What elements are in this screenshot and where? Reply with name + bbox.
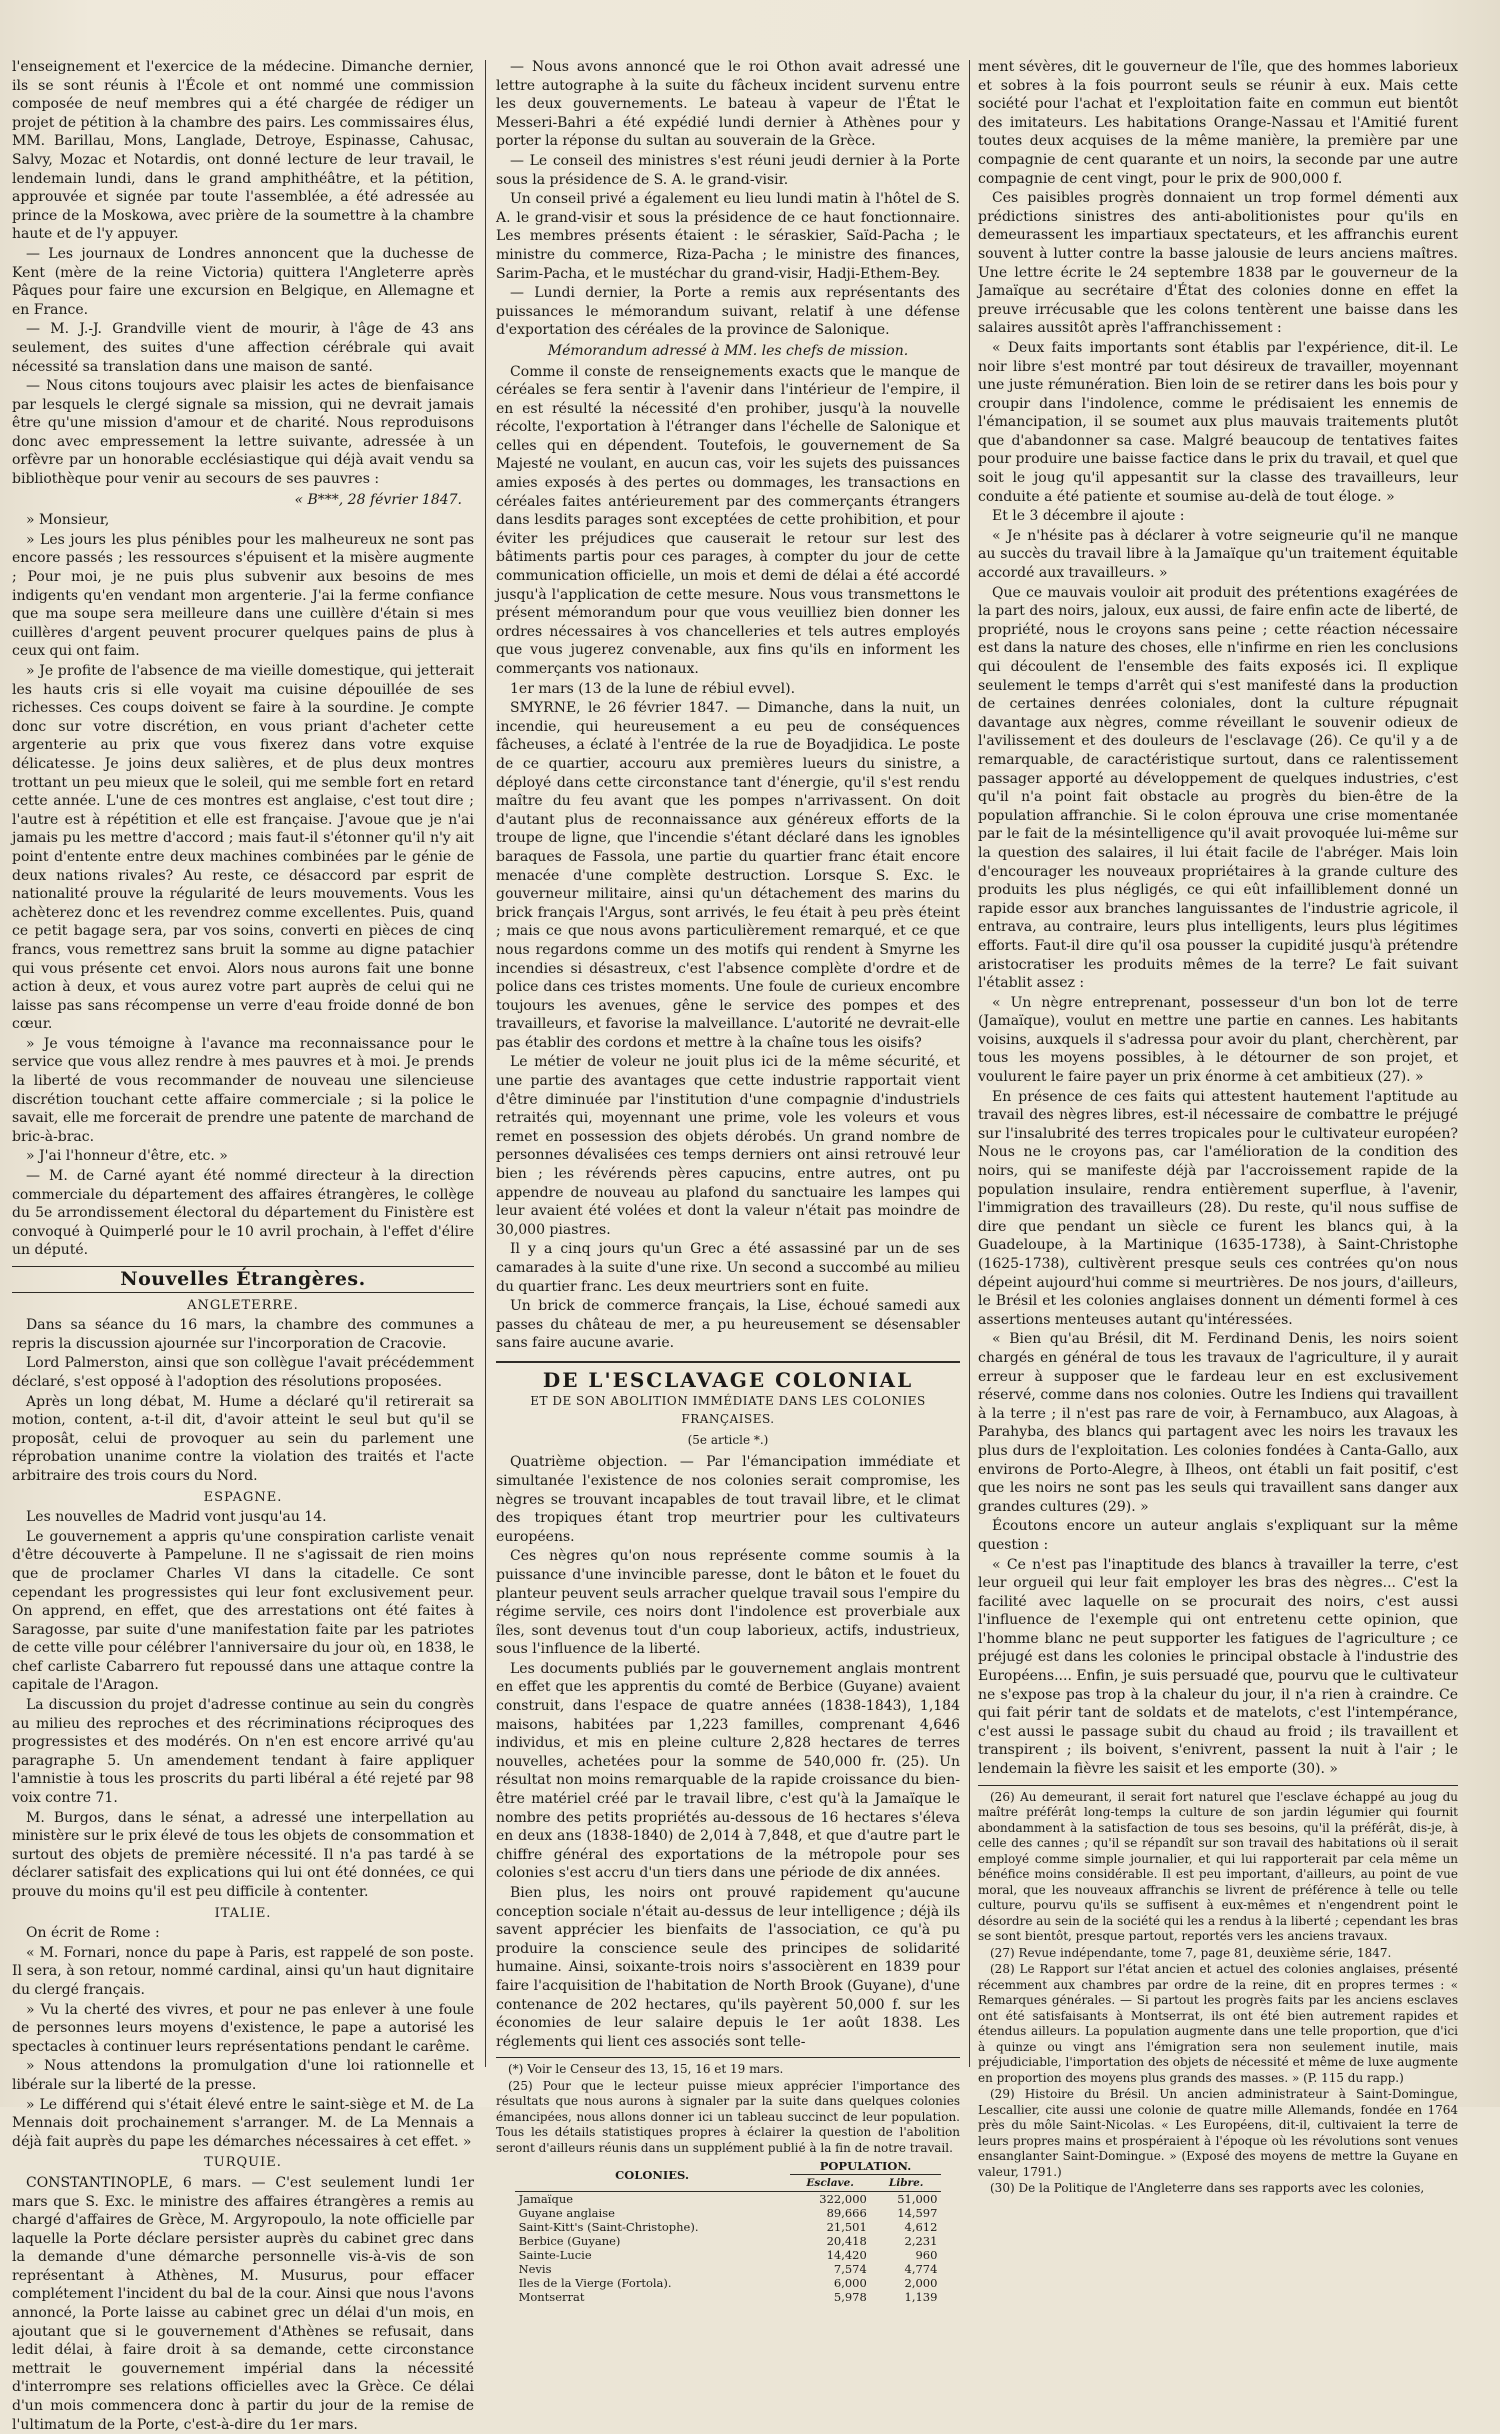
paragraph: Dans sa séance du 16 mars, la chambre des communes a repris la discussion ajournée sur l'incorporation de Cracovie. [12, 1317, 474, 1352]
free-population: 4,612 [904, 2220, 938, 2235]
paragraph: En présence de ces faits qui attestent hautement l'aptitude au travail des nègres libres, est-il nécessaire de combattre le préjugé sur l'insalubrité des terres tropicales pour le cultivateur européen? Nous ne le croyons pas, car l'amélioration de la condition des noirs, qui se manifeste déjà par l'accroissement rapide de la population insulaire, rendra entièrement superflue, à l'avenir, l'immigration des travailleurs (28). Du reste, qu'il nous suffise de dire que pendant un siècle ce furent les blancs qui, à la Guadeloupe, à la Martinique (1635-1738), à Saint-Christophe (1625-1738), cultivèrent presque seuls ces contrées qu'on nous dépeint aujourd'hui comme si meurtrières. De nos jours, d'ailleurs, le Brésil et les colonies anglaises donnent un démenti formel à ces assertions menteuses autant qu'intéressées. [978, 1088, 1458, 1328]
table-header-esclave: Esclave. [790, 2175, 871, 2192]
free-population: 2,000 [904, 2276, 938, 2291]
table-row [515, 2262, 942, 2276]
country-heading: TURQUIE. [204, 2155, 282, 2171]
paragraph: Un conseil privé a également eu lieu lundi matin à l'hôtel de S. A. le grand-visir et sous la présidence de ce haut fonctionnaire. Les membres présents étaient : le séraskier, Saïd-Pacha ; le ministre du commerce, Riza-Pacha ; le ministre des finances, Sarim-Pacha, et le mustéchar du grand-visir, Hadji-Ethem-Bey. [496, 191, 960, 282]
column-1 [12, 58, 474, 2433]
slave-population: 20,418 [826, 2234, 867, 2249]
paragraph: Ces paisibles progrès donnaient un trop formel démenti aux prédictions sinistres des anti-abolitionistes pour qu'ils en demeurassent les impartiaux spectateurs, et les affranchis eurent souvent à lutter contre la basse jalousie de leurs anciens maîtres. Une lettre écrite le 24 septembre 1838 par le gouverneur de la Jamaïque au secrétaire d'État des colonies donne en effet la preuve irrécusable que les colons tentèrent une baisse dans les salaires aussitôt après l'affranchissement : [978, 190, 1458, 337]
column-3 [978, 58, 1458, 2196]
free-population: 1,139 [904, 2290, 938, 2305]
table-row [515, 2220, 942, 2234]
paragraph: — M. de Carné ayant été nommé directeur à la direction commerciale du département des affaires étrangères, le collège du 5e arrondissement électoral du département du Finistère est convoqué à Quimperlé pour le 10 avril prochain, à l'effet d'élire un député. [12, 1168, 474, 1259]
paragraph: — Nous citons toujours avec plaisir les actes de bienfaisance par lesquels le clergé signale sa mission, qui ne devrait jamais être qu'une mission d'amour et de charité. Nous reproduisons donc avec empressement la lettre suivante, adressée à un orfèvre par un honorable ecclésiastique qui déjà avait vendu sa bibliothèque pour venir au secours de ses pauvres : [12, 378, 474, 488]
paragraph: Comme il conste de renseignements exacts que le manque de céréales se fera sentir à l'avenir dans l'intérieur de l'empire, il en est résulté la nécessité d'en prohiber, jusqu'à la nouvelle récolte, l'exportation à l'étranger dans l'échelle de Salonique et celles qui en dépendent. Toutefois, le gouvernement de Sa Majesté ne voulant, en aucun cas, voir les sujets des puissances amies exposés à des pertes ou dommages, les transactions en céréales faites antérieurement par des commerçants étrangers dans lesdits parages sont exceptées de cette prohibition, et pour éviter les préjudices que causerait le retour sur lest des bâtiments partis pour ces parages, à compter du jour de cette communication officielle, un mois et demi de délai a été accordé jusqu'à l'application de cette mesure. Nous vous transmettons le présent mémorandum pour que vous veuilliez bien donner les ordres nécessaires à vos chancelleries et tels autres employés que vous jugerez convenable, aux fins qu'ils en informent les commerçants vos nationaux. [496, 363, 960, 677]
paragraph: — Nous avons annoncé que le roi Othon avait adressé une lettre autographe à la suite du fâcheux incident survenu entre les deux gouvernements. Le bateau à vapeur de l'État le Messeri-Bahri a été expédié lundi dernier à Athènes pour y porter la réponse du sultan au souverain de la Grèce. [496, 59, 960, 150]
free-population: 2,231 [904, 2234, 938, 2249]
paragraph: — Lundi dernier, la Porte a remis aux représentants des puissances le mémorandum suivant, relatif à une défense d'exportation des céréales de la province de Salonique. [496, 285, 960, 339]
article-number: (5e article *.) [687, 1432, 769, 1447]
slave-population: 322,000 [819, 2192, 867, 2207]
slave-population: 5,978 [833, 2290, 867, 2305]
table-row [515, 2290, 942, 2304]
table-row [515, 2234, 942, 2248]
footnote: (27) Revue indépendante, tome 7, page 81, deuxième série, 1847. [990, 1945, 1392, 1960]
paragraph: Après un long débat, M. Hume a déclaré qu'il retirerait sa motion, content, a-t-il dit, d'avoir atteint le seul but qu'il se proposât, celui de provoquer au sein du parlement une réprobation unanime contre la violation des traités et l'acte arbitraire des trois cours du Nord. [12, 1393, 474, 1484]
table-header-libre: Libre. [871, 2175, 942, 2192]
footnotes [978, 1785, 1458, 2197]
paragraph: M. Burgos, dans le sénat, a adressé une interpellation au ministère sur le prix élevé de tous les objets de consommation et surtout des objets de première nécessité. Il n'a pas tardé à se déclarer satisfait des explications qui lui ont été données, ce qui prouve du moins qu'il est peu difficile à contenter. [12, 1809, 474, 1900]
paragraph: — Le conseil des ministres s'est réuni jeudi dernier à la Porte sous la présidence de S. A. le grand-visir. [496, 152, 960, 188]
column-2 [496, 58, 961, 2305]
paragraph: SMYRNE, le 26 février 1847. — Dimanche, dans la nuit, un incendie, qui heureusement a eu peu de conséquences fâcheuses, a éclaté à l'entrée de la rue de Boyadjidica. Le poste de ce quartier, accouru aux premières lueurs du sinistre, a déployé dans cette circonstance tant d'énergie, qu'il s'est rendu maître du feu avant que les pompes n'arrivassent. On doit d'autant plus de reconnaissance aux généreux efforts de la troupe de ligne, que l'incendie s'étant déclaré dans les ignobles baraques de Fassola, une partie du quartier franc était encore menacée d'une complète destruction. Lorsque S. Exc. le gouverneur militaire, ainsi qu'un détachement des marins du brick français l'Argus, sont arrivés, le feu était à peu près éteint ; mais ce que nous avons particulièrement remarqué, et ce que nous regardons comme un des motifs qui rendent à Smyrne les incendies si désastreux, c'est l'absence complète d'ordre et de police dans ces tristes moments. Une foule de curieux encombre toujours les avenues, gêne le service des pompes et des travailleurs, et favorise la malveillance. L'autorité ne devrait-elle pas établir des cordons et mettre à la chaîne tous les oisifs? [496, 700, 960, 1051]
column-rule [485, 60, 486, 2067]
paragraph: Le gouvernement a appris qu'une conspiration carliste venait d'être découverte à Pampelune. Il ne s'agissait de rien moins que de proclamer Charles VI dans la citadelle. Ce sont cependant les progressistes qui leur font exclusivement peur. On apprend, en effet, que des arrestations ont été faites à Saragosse, par suite d'une manifestation faite par les patriotes de cette ville pour célébrer l'anniversaire du jour où, en 1838, le chef carliste Cabarrero fut repoussé dans une attaque contre la capitale de l'Aragon. [12, 1528, 474, 1694]
colony-name: Montserrat [518, 2290, 585, 2305]
letter-paragraph: » Je profite de l'absence de ma vieille domestique, qui jetterait les hauts cris si elle voyait ma cuisine dépouillée de ses richesses. Ces coups doivent se faire à la sourdine. Je compte donc sur votre discrétion, en vous priant d'acheter cette argenterie au prix que vous fixerez dans votre exquise délicatesse. Je joins deux salières, et de plus deux montres trottant un peu mieux que le soleil, qui me semble fort en retard cette année. L'une de ces montres est anglaise, c'est tout dire ; l'autre est à répétition et elle est française. J'avoue que je n'ai jamais pu les mettre d'accord ; mais faut-il s'étonner qu'il n'y ait point d'entente entre deux machines combinées par le génie de deux nations rivales? Au reste, ce désaccord par esprit de nationalité prouve la régularité de leurs mouvements. Vous les achèterez donc et les revendrez comme excellentes. Puis, quand ce petit bagage sera, par vos soins, converti en pièces de cinq francs, vous remettrez sans bruit la somme au digne patachier qui vous présente cet envoi. Alors nous aurons fait une bonne action à deux, et vous aurez votre part auprès de celui qui ne laisse pas sans récompense un verre d'eau froide donné de bon cœur. [12, 663, 474, 1033]
table-row [515, 2248, 942, 2262]
letter-paragraph: » Les jours les plus pénibles pour les malheureux ne sont pas encore passés ; les ressources s'épuisent et la misère augmente ; Pour moi, je ne puis plus subvenir aux besoins de mes indigents qu'en vendant mon argenterie. J'ai la ferme confiance que ma soupe sera meilleure dans une cuillère d'étain si mes cuillères d'argent peuvent procurer quelques pains de plus à ceux qui ont faim. [12, 531, 474, 660]
paragraph: On écrit de Rome : [26, 1925, 160, 1942]
slave-population: 6,000 [833, 2276, 867, 2291]
colony-name: Sainte-Lucie [518, 2248, 592, 2263]
paragraph: Le métier de voleur ne jouit plus ici de la même sécurité, et une partie des avantages que cette industrie rapportait vient d'être diminuée par l'institution d'une compagnie d'industriels retraités qui, moyennant une prime, vole les voleurs et vous remet en possession des objets dérobés. Un grand nombre de personnes dévalisées ces temps derniers ont ainsi retrouvé leur bien ; les révérends pères capucins, entre autres, ont pu appendre de nouveau au plafond du sanctuaire les lampes qui leur avaient été volées et dont la valeur n'était pas moindre de 30,000 piastres. [496, 1054, 960, 1238]
paragraph: l'enseignement et l'exercice de la médecine. Dimanche dernier, ils se sont réunis à l'École et ont nommé une commission composée de neuf membres qui a été chargée de rédiger un projet de pétition à la chambre des pairs. Les commissaires élus, MM. Barillau, Mons, Langlade, Detroye, Espinasse, Cahusac, Salvy, Mozac et Notardis, ont donné lecture de leur travail, le lendemain lundi, dans le grand amphithéâtre, et la pétition, approuvée et signée par toute l'assemblée, a été adressée au prince de la Moskowa, avec prière de la soumettre à la chambre haute et de l'y appuyer. [12, 59, 474, 243]
paragraph: Un brick de commerce français, la Lise, échoué samedi aux passes du château de mer, a pu heureusement se désensabler sans faire aucune avarie. [496, 1298, 960, 1352]
slave-population: 21,501 [826, 2220, 867, 2235]
colony-name: Nevis [518, 2262, 552, 2277]
paragraph: — Les journaux de Londres annoncent que la duchesse de Kent (mère de la reine Victoria) quittera l'Angleterre après Pâques pour faire une excursion en Belgique, en Allemagne et en France. [12, 245, 474, 318]
footnote: (28) Le Rapport sur l'état ancien et actuel des colonies anglaises, présenté récemment aux chambres par ordre de la reine, dit en propres termes : « Remarques générales. — Si partout les progrès faits par les anciens esclaves ont été satisfaisants à Montserrat, ils ont été bien autrement rapides et étendus ailleurs. La population augmente dans une telle proportion, que d'ici à quinze ou vingt ans l'émigration sera non seulement inutile, mais préjudiciable, l'importation des objets de nécessité et même de luxe augmente en proportion des moyens plus grands des masses. » (P. 115 du rapp.) [978, 1962, 1458, 2085]
table-row [515, 2276, 942, 2290]
paragraph: Que ce mauvais vouloir ait produit des prétentions exagérées de la part des noirs, jaloux, eux aussi, de faire enfin acte de liberté, de propriété, nous le croyons sans peine ; cette réaction nécessaire est dans la nature des choses, elle n'infirme en rien les conclusions qui découlent de l'ensemble des faits exposés ici. Il explique seulement le temps d'arrêt qui s'est manifesté dans la production de certaines denrées coloniales, dont la culture répugnait davantage aux nègres, comme réveillant le souvenir odieux de l'avilissement et des douleurs de l'esclavage (26). Ce qu'il y a de remarquable, de caractéristique surtout, dans ce ralentissement passager apporté au développement de quelques industries, c'est qu'il n'a point fait obstacle au progrès du bien-être de la population affranchie. Si le colon éprouva une crise momentanée par le fait de la mésintelligence qu'il avait provoquée lui-même sur la question des salaires, il lui était facile de l'abréger. Mais loin d'encourager les nouveaux propriétaires à la grande culture des produits les plus négligés, ce qui eût infailliblement donné un rapide essor aux branches languissantes de l'industrie agricole, il entrava, au contraire, leurs plus intelligents, leurs plus légitimes efforts. Faut-il dire qu'il osa pousser la cupidité jusqu'à prétendre aristocratiser les produits mêmes de la terre? Le fait suivant l'établit assez : [978, 584, 1458, 992]
slave-population: 7,574 [833, 2262, 867, 2277]
letter-paragraph: » Je vous témoigne à l'avance ma reconnaissance pour le service que vous allez rendre à mes pauvres et à moi. Je prends la liberté de vous recommander de nouveau une silencieuse discrétion touchant cette affaire commerciale ; si la police le savait, elle me forcerait de prendre une patente de marchand de bric-à-brac. [12, 1035, 474, 1145]
table-header-colonies: COLONIES. [515, 2158, 790, 2192]
quote-paragraph: « Ce n'est pas l'inaptitude des blancs à travailler la terre, c'est leur orgueil qui leur fait employer les bras des nègres... C'est la facilité avec laquelle on se procurait des noirs, c'est aussi l'influence de l'exemple qui ont entretenu cette opinion, que l'homme blanc ne peut supporter les fatigues de l'agriculture ; ce préjugé est dans les colonies le principal obstacle à l'industrie des Européens.... Enfin, je suis persuadé que, pourvu que le cultivateur ne s'expose pas trop à la chaleur du jour, il n'a rien à craindre. Ce qui fait périr tant de soldats et de matelots, c'est l'intempérance, c'est aussi le passage subit du chaud au froid ; ils travaillent et transpirent ; ils boivent, s'enivrent, passent la nuit à l'air ; le lendemain la fièvre les saisit et les emporte (30). » [978, 1556, 1458, 1778]
paragraph: » Le différend qui s'était élevé entre le saint-siège et M. de La Mennais doit prochainement s'arranger. M. de La Mennais a déjà fait auprès du pape les démarches nécessaires à cet effet. » [12, 2096, 474, 2150]
paragraph: Écoutons encore un auteur anglais s'expliquant sur la même question : [978, 1518, 1458, 1553]
column-rule [969, 60, 970, 2067]
letter-salutation: » Monsieur, [26, 512, 110, 529]
article-subtitle: ET DE SON ABOLITION IMMÉDIATE DANS LES COLONIES FRANÇAISES. [530, 1393, 926, 1427]
free-population: 960 [915, 2248, 938, 2263]
paragraph: Les nouvelles de Madrid vont jusqu'au 14. [26, 1509, 327, 1526]
slave-population: 89,666 [826, 2206, 867, 2221]
paragraph: CONSTANTINOPLE, 6 mars. — C'est seulement lundi 1er mars que S. Exc. le ministre des affaires étrangères a remis au chargé d'affaires de Grèce, M. Argyropoulo, la note officielle par laquelle la Porte déclare persister auprès du cabinet grec dans la demande d'une démarche personnelle vis-à-vis de son représentant à Athènes, M. Musurus, pour effacer complétement l'incident du bal de la cour. Ainsi que nous l'avons annoncé, la Porte laisse au cabinet grec un délai d'un mois, en ajoutant que si le gouvernement d'Athènes se refusait, dans ledit délai, à faire droit à sa demande, cette circonstance mettrait le gouvernement impérial dans la nécessité d'interrompre ses relations officielles avec la Grèce. Ce délai d'un mois commencera donc à partir du jour de la remise de l'ultimatum de la Porte, c'est-à-dire du 1er mars. [12, 2174, 474, 2433]
free-population: 51,000 [897, 2192, 938, 2207]
quote-paragraph: « Je n'hésite pas à déclarer à votre seigneurie qu'il ne manque au succès du travail libre à la Jamaïque qu'un traitement équitable accordé aux travailleurs. » [978, 527, 1458, 582]
quote-paragraph: « Un nègre entreprenant, possesseur d'un bon lot de terre (Jamaïque), voulut en mettre une partie en cannes. Les habitants voisins, auxquels il s'adressa pour avoir du plant, cherchèrent, par tous les moyens possibles, à le détourner de son projet, et voulurent le faire payer un prix énorme à cet ambitieux (27). » [978, 994, 1458, 1086]
colony-name: Iles de la Vierge (Fortola). [518, 2276, 672, 2291]
colony-name: Jamaïque [518, 2192, 574, 2207]
paragraph: « M. Fornari, nonce du pape à Paris, est rappelé de son poste. Il sera, à son retour, nommé cardinal, ainsi qu'un haut dignitaire du clergé français. [12, 1944, 474, 1998]
letter-closing: » J'ai l'honneur d'être, etc. » [26, 1148, 228, 1165]
paragraph: Ces nègres qu'on nous représente comme soumis à la puissance d'une invincible paresse, dont le bâton et le fouet du planteur peuvent seuls arracher quelque travail sous l'empire du régime servile, ces noirs dont l'indolence est proverbiale aux îles, sont devenus tout d'un coup laborieux, actifs, industrieux, sous l'influence de la liberté. [496, 1548, 960, 1658]
footnote: (*) Voir le Censeur des 13, 15, 16 et 19 mars. [508, 2062, 784, 2077]
paragraph: — M. J.-J. Grandville vient de mourir, à l'âge de 43 ans seulement, des suites d'une affection cérébrale qui avait nécessité sa translation dans une maison de santé. [12, 321, 474, 375]
paragraph: » Vu la cherté des vivres, et pour ne pas enlever à une foule de personnes leurs moyens d'existence, le pape a autorisé les spectacles à continuer leurs représentations pendant le carême. [12, 2001, 474, 2055]
paragraph: La discussion du projet d'adresse continue au sein du congrès au milieu des reproches et des récriminations réciproques des progressistes et des modérés. On n'en est encore arrivé qu'au paragraphe 5. Un amendement tendant à faire appliquer l'amnistie à tous les proscrits du parti libéral a été rejeté par 98 voix contre 71. [12, 1697, 474, 1807]
quote-paragraph: « Bien qu'au Brésil, dit M. Ferdinand Denis, les noirs soient chargés en général de tous les travaux de l'agriculture, il y aurait erreur à supposer que le fardeau leur en est exclusivement réservé, comme dans nos colonies. Outre les Indiens qui travaillent à la terre ; il n'est pas rare de voir, à Fernambuco, aux Alagoas, à Parahyba, des blancs qui partagent avec les noirs les travaux les plus durs de l'exploitation. Les colonies fondées à Canta-Gallo, aux environs de Porto-Alegre, à Ilheos, ont établi un fait positif, c'est que les noirs ne sont pas les seuls qui travaillent sans danger aux grandes cultures (29). » [978, 1331, 1458, 1515]
memo-title: Mémorandum adressé à MM. les chefs de mission. [547, 342, 909, 359]
country-heading: ITALIE. [214, 1905, 272, 1921]
footnote: (26) Au demeurant, il serait fort naturel que l'esclave échappé au joug du maître préférât long-temps la culture de son jardin légumier qui fournit abondamment à la satisfaction de tous ses besoins, qu'il la préférât, dis-je, à celle des cannes ; qu'il se répandît sur son travail des habitations où il serait employé comme simple journalier, et qui lui rapporterait par cela même un bénéfice moins considérable. Il est peu important, d'ailleurs, au point de vue moral, que les nouveaux affranchis se livrent de préférence à telle ou telle culture, pourvu qu'ils se suffisent à eux-mêmes et n'engendrent point le désordre au sein de la société qui les a rendus à la liberté ; cependant les bras se sont bientôt, presque partout, reportés vers les anciens travaux. [978, 1789, 1458, 1944]
letter-date: « B***, 28 février 1847. [294, 491, 462, 508]
section-title: Nouvelles Étrangères. [12, 1266, 474, 1293]
free-population: 14,597 [897, 2206, 938, 2221]
paragraph: Les documents publiés par le gouvernement anglais montrent en effet que les apprentis du comté de Berbice (Guyane) avaient construit, dans l'espace de quatre années (1838-1843), 1,184 maisons, habitées par 1,223 familles, comprenant 4,646 individus, et mis en pleine culture 2,828 hectares de terres nouvelles, achetées pour la somme de 540,000 fr. (25). Un résultat non moins remarquable de la rapide croissance du bien-être matériel créé par le travail libre, c'est qu'à la Jamaïque le nombre des petits propriétés au-dessous de 16 hectares s'éleva en deux ans (1838-1840) de 2,014 à 7,848, et que d'autre part le chiffre général des exportations de la métropole pour ses colonies s'est accru d'un tiers dans une période de dix années. [496, 1660, 960, 1882]
country-heading: ANGLETERRE. [187, 1297, 299, 1313]
paragraph: Il y a cinq jours qu'un Grec a été assassiné par un de ses camarades à la suite d'une rixe. Un second a succombé au milieu du quartier franc. Les deux meurtriers sont en fuite. [496, 1241, 961, 1295]
paragraph: Bien plus, les noirs ont prouvé rapidement qu'aucune conception sociale n'était au-dessus de leur intelligence ; déjà ils savent apprécier les bienfaits de l'association, ce qu'à pu produire la conscience seule des principes de solidarité humaine. Ainsi, soixante-trois noirs s'associèrent en 1839 pour faire l'acquisition de l'habitation de North Brook (Guyane), d'une contenance de 202 hectares, qu'ils payèrent 50,000 f. sur les économies de leur salaire depuis le 1er août 1838. Les réglements qui lient ces associés sont telle- [496, 1885, 960, 2050]
paragraph: Lord Palmerston, ainsi que son collègue l'avait précédemment déclaré, s'est opposé à l'adoption des résolutions proposées. [12, 1355, 474, 1390]
quote-paragraph: « Deux faits importants sont établis par l'expérience, dit-il. Le noir libre s'est montré par tout désireux de travailler, moyennant une juste rémunération. Bien loin de se retirer dans les bois pour y croupir dans l'indolence, comme le prédisaient les ennemis de l'émancipation, il se soumet aux plus mauvais traitements plutôt que d'abandonner sa case. Malgré beaucoup de tentatives faites pour produire une baisse factice dans le prix du travail, et quel que soit le joug qu'il appesantit sur la classe des travailleurs, leur conduite a été patiente et soumise au-delà de tout éloge. » [978, 339, 1458, 505]
paragraph: Et le 3 décembre il ajoute : [992, 508, 1185, 525]
slave-population: 14,420 [826, 2248, 867, 2263]
footnote: (30) De la Politique de l'Angleterre dans ses rapports avec les colonies, [990, 2181, 1425, 2196]
population-table [515, 2158, 942, 2304]
colony-name: Guyane anglaise [518, 2206, 615, 2221]
paragraph: » Nous attendons la promulgation d'une loi rationnelle et libérale sur la liberté de la presse. [12, 2058, 474, 2093]
table-row [515, 2206, 942, 2220]
table-header-population: POPULATION. [790, 2158, 942, 2175]
memo-date: 1er mars (13 de la lune de rébiul evvel). [510, 680, 796, 697]
colony-name: Saint-Kitt's (Saint-Christophe). [518, 2220, 699, 2235]
footnote: (25) Pour que le lecteur puisse mieux apprécier l'importance des résultats que nous aurons à signaler par la suite dans quelques colonies émancipées, nous allons donner ici un tableau succinct de leur population. Tous les détails statistiques propres à éclairer la question de l'abolition seront d'ailleurs réunis dans un supplément publié à la fin de notre travail. [496, 2078, 960, 2155]
paragraph: Quatrième objection. — Par l'émancipation immédiate et simultanée l'existence de nos colonies serait compromise, les nègres se trouvant incapables de tout travail libre, et le climat des tropiques étant trop meurtrier pour les cultivateurs européens. [496, 1454, 960, 1545]
footnotes [496, 2057, 960, 2304]
free-population: 4,774 [904, 2262, 938, 2277]
colony-name: Berbice (Guyane) [518, 2234, 621, 2249]
paragraph: ment sévères, dit le gouverneur de l'île, que des hommes laborieux et sobres à la fois pourront seuls se réunir à eux. Mais cette société pour l'achat et l'exploitation faite en commun eut bientôt des imitateurs. Les habitations Orange-Nassau et l'Amitié furent toutes deux acquises de la même manière, la première par une compagnie de cent quarante et un noirs, la seconde par une autre compagnie de cent vingt, pour le prix de 900,000 f. [978, 59, 1458, 187]
table-row [515, 2192, 942, 2207]
article-title: DE L'ESCLAVAGE COLONIAL [496, 1361, 960, 1390]
footnote: (29) Histoire du Brésil. Un ancien administrateur à Saint-Domingue, Lescallier, cite aussi une colonie de quatre mille Allemands, fondée en 1764 près du môle Saint-Nicolas. « Les Européens, dit-il, cultivaient la terre de leurs propres mains et prospéraient à l'époque où les révolutions sont venues ensanglanter Saint-Domingue. » (Exposé des moyens de mettre la Guyane en valeur, 1791.) [978, 2087, 1458, 2179]
country-heading: ESPAGNE. [203, 1489, 283, 1505]
